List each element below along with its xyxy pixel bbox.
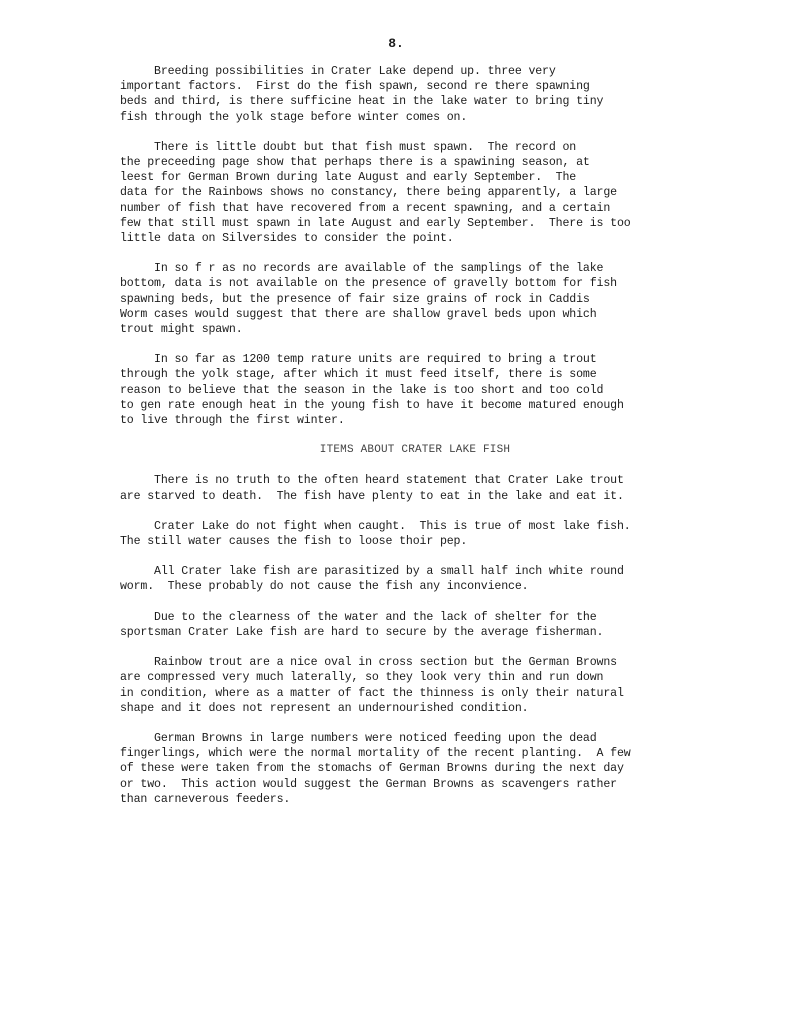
text-line: worm. These probably do not cause the fish any inconvience. — [120, 580, 529, 594]
item-paragraph-3 — [120, 564, 710, 594]
text-line: of these were taken from the stomachs of German Browns during the next day — [120, 762, 624, 776]
text-line: to gen rate enough heat in the young fish to have it become matured enough — [120, 398, 624, 412]
page-number: 8. — [388, 36, 404, 51]
text-line: or two. This action would suggest the German Browns as scavengers rather — [120, 777, 617, 791]
section-heading: ITEMS ABOUT CRATER LAKE FISH — [319, 444, 511, 457]
text-line: beds and third, is there sufficine heat in the lake water to bring tiny — [120, 95, 604, 109]
text-line: are compressed very much laterally, so they look very thin and run down — [120, 671, 604, 685]
item-paragraph-5 — [120, 655, 710, 716]
text-line: reason to believe that the season in the lake is too short and too cold — [120, 383, 604, 397]
item-paragraph-4 — [120, 610, 710, 640]
text-line: than carneverous feeders. — [120, 792, 291, 806]
paragraph-1 — [120, 64, 710, 125]
text-line: little data on Silversides to consider the point. — [120, 232, 454, 246]
text-line: bottom, data is not available on the presence of gravelly bottom for fish — [120, 277, 617, 291]
text-line: German Browns in large numbers were noticed feeding upon the dead — [120, 731, 597, 745]
text-line: All Crater lake fish are parasitized by a small half inch white round — [120, 565, 624, 579]
text-line: Due to the clearness of the water and the lack of shelter for the — [120, 610, 597, 624]
text-line: Worm cases would suggest that there are shallow gravel beds upon which — [120, 307, 597, 321]
text-line: Breeding possibilities in Crater Lake depend up. three very — [120, 65, 556, 78]
text-line: fish through the yolk stage before winter comes on. — [120, 110, 468, 124]
text-line: few that still must spawn in late August and early September. There is too — [120, 216, 631, 230]
paragraph-3 — [120, 261, 710, 337]
item-paragraph-1 — [120, 473, 710, 503]
text-line: There is no truth to the often heard statement that Crater Lake trout — [120, 474, 624, 488]
document-body — [120, 64, 710, 822]
item-paragraph-2 — [120, 519, 710, 549]
text-line: fingerlings, which were the normal mortality of the recent planting. A few — [120, 747, 631, 761]
text-line: the preceeding page show that perhaps there is a spawining season, at — [120, 156, 590, 170]
text-line: important factors. First do the fish spawn, second re there spawning — [120, 80, 590, 94]
text-line: Crater Lake do not fight when caught. This is true of most lake fish. — [120, 519, 631, 533]
text-line: leest for German Brown during late August and early September. The — [120, 171, 577, 185]
text-line: There is little doubt but that fish must spawn. The record on — [120, 140, 577, 154]
paragraph-2 — [120, 140, 710, 246]
text-line: to live through the first winter. — [120, 414, 345, 428]
text-line: In so f r as no records are available of the samplings of the lake — [120, 262, 604, 276]
text-line: in condition, where as a matter of fact the thinness is only their natural — [120, 686, 624, 700]
text-line: shape and it does not represent an undernourished condition. — [120, 701, 529, 715]
text-line: trout might spawn. — [120, 323, 243, 337]
text-line: spawning beds, but the presence of fair size grains of rock in Caddis — [120, 292, 590, 306]
text-line: data for the Rainbows shows no constancy, there being apparently, a large — [120, 186, 617, 200]
text-line: through the yolk stage, after which it must feed itself, there is some — [120, 368, 597, 382]
text-line: number of fish that have recovered from a recent spawning, and a certain — [120, 201, 611, 215]
intro-section — [120, 64, 710, 428]
paragraph-4 — [120, 352, 710, 428]
text-line: In so far as 1200 temp rature units are required to bring a trout — [120, 353, 597, 367]
item-paragraph-6 — [120, 731, 710, 807]
items-section — [120, 473, 710, 806]
text-line: sportsman Crater Lake fish are hard to secure by the average fisherman. — [120, 625, 604, 639]
text-line: Rainbow trout are a nice oval in cross section but the German Browns — [120, 656, 617, 670]
text-line: The still water causes the fish to loose thoir pep. — [120, 535, 468, 549]
text-line: are starved to death. The fish have plenty to eat in the lake and eat it. — [120, 489, 624, 503]
